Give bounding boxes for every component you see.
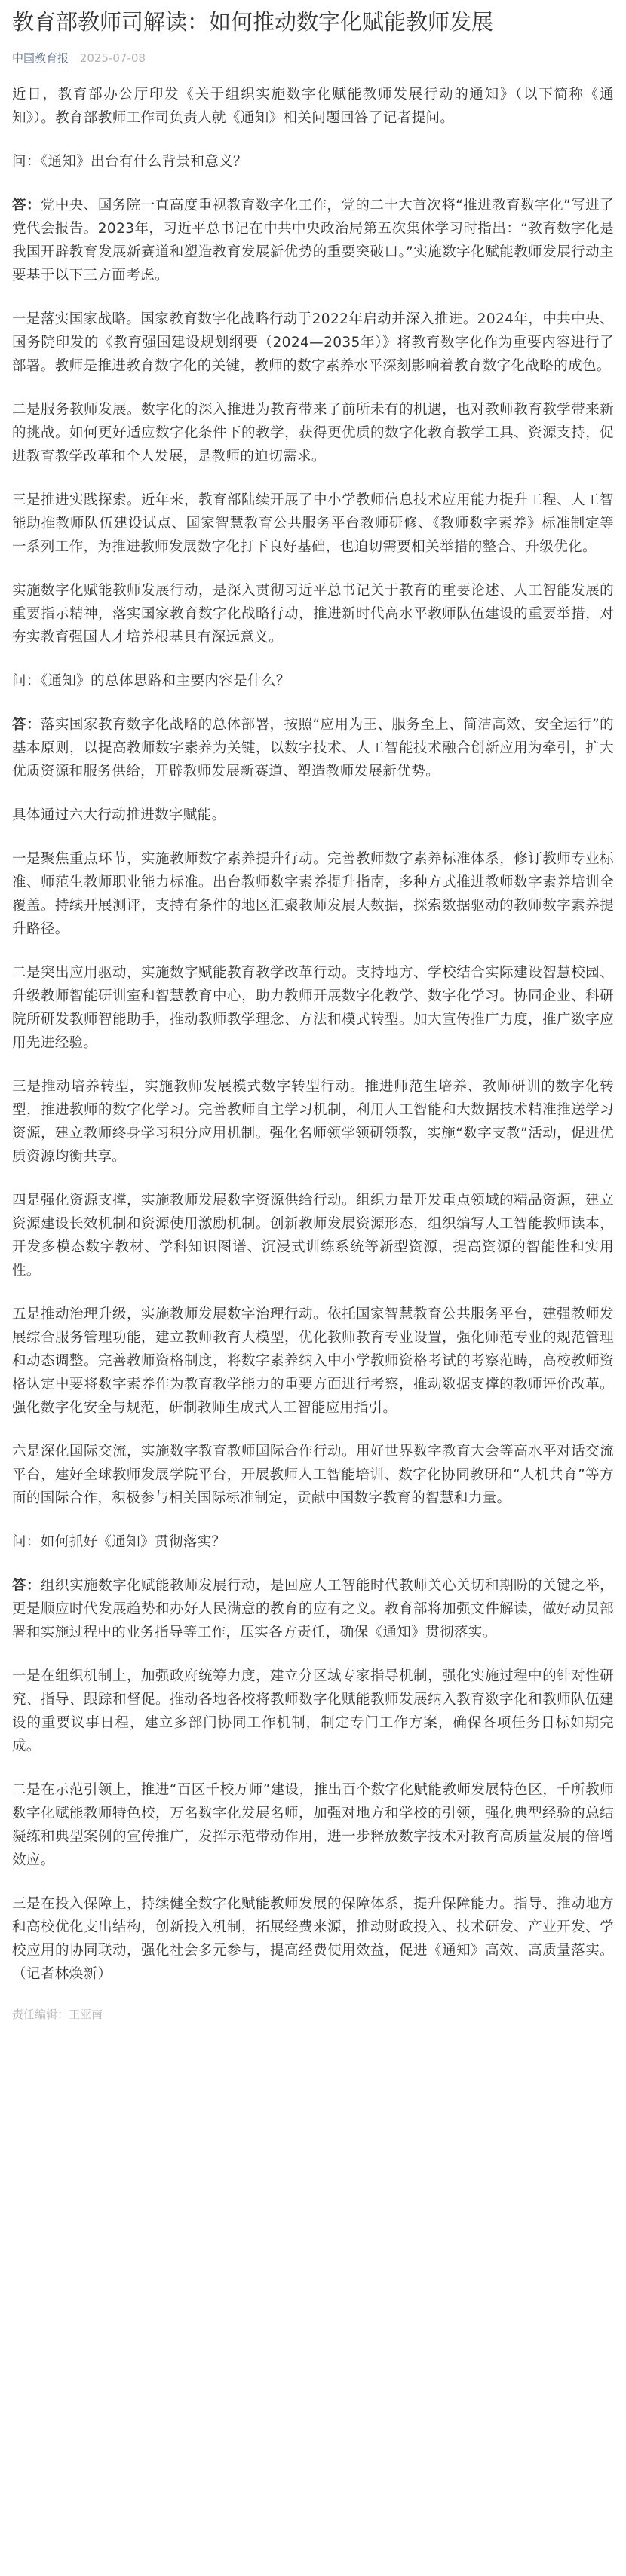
editor-credit: 责任编辑：王亚南	[12, 2008, 103, 2021]
question: 问：《通知》出台有什么背景和意义？	[12, 154, 248, 170]
paragraph: 三是在投入保障上，持续健全数字化赋能教师发展的保障体系，提升保障能力。指导、推动地方和高校优化支出结构，创新投入机制，拓展经费来源，推动财政投入、技术研发、产业开发、学校应用的协同联动，强化社会多元参与，提高经费使用效益，促进《通知》高效、高质量落实。（记者林焕新）	[12, 1896, 614, 1982]
paragraph: 五是推动治理升级，实施教师发展数字治理行动。依托国家智慧教育公共服务平台，建强教师发展综合服务管理功能，建立教师教育大模型，优化教师教育专业设置，强化师范专业的规范管理和动态调整。完善教师资格制度，将数字素养纳入中小学教师资格考试的考察范畴，高校教师资格认定中要将数字素养作为教育教学能力的重要方面进行考察，推动数据支撑的教师评价改革。强化数字化安全与规范，研制教师生成式人工智能应用指引。	[12, 1306, 614, 1416]
article-date: 2025-07-08	[79, 51, 146, 65]
paragraph: 三是推动培养转型，实施教师发展模式数字转型行动。推进师范生培养、教师研训的数字化转型，推进教师的数字化学习。完善教师自主学习机制，利用人工智能和大数据技术精准推送学习资源，建立教师终身学习积分应用机制。强化名师领学领研领教，实施“数字支教”活动，促进优质资源均衡共享。	[12, 1079, 614, 1165]
answer-lead: 答：	[12, 198, 41, 213]
article-title: 教育部教师司解读：如何推动数字化赋能教师发展	[12, 9, 494, 35]
answer-text: 落实国家教育数字化战略的总体部署，按照“应用为王、服务至上、简洁高效、安全运行”的基本原则，以提高教师数字素养为关键，以数字技术、人工智能技术融合创新应用为牵引，扩大优质资源和服务供给，开辟教师发展新赛道、塑造教师发展新优势。	[12, 717, 614, 780]
paragraph: 二是服务教师发展。数字化的深入推进为教育带来了前所未有的机遇，也对教师教育教学带来新的挑战。如何更好适应数字化条件下的教学，获得更优质的数字化教育教学工具、资源支持，促进教育教学改革和个人发展，是教师的迫切需求。	[12, 402, 614, 464]
answer-text: 党中央、国务院一直高度重视教育数字化工作，党的二十大首次将“推进教育数字化”写进了党代会报告。2023年，习近平总书记在中共中央政治局第五次集体学习时指出：“教育数字化是我国开辟教育发展新赛道和塑造教育发展新优势的重要突破口。”实施数字化赋能教师发展行动主要基于以下三方面考虑。	[12, 198, 614, 283]
paragraph: 近日，教育部办公厅印发《关于组织实施数字化赋能教师发展行动的通知》（以下简称《通知》）。教育部教师工作司负责人就《通知》相关问题回答了记者提问。	[12, 87, 614, 126]
answer-lead: 答：	[12, 1578, 41, 1594]
paragraph: 六是深化国际交流，实施数字教育教师国际合作行动。用好世界数字教育大会等高水平对话交流平台，建好全球教师发展学院平台，开展教师人工智能培训、数字化协同教研和“人机共育”等方面的国际合作，积极参与相关国际标准制定，贡献中国数字教育的智慧和力量。	[12, 1444, 614, 1506]
answer-lead: 答：	[12, 717, 41, 733]
paragraph: 一是在组织机制上，加强政府统筹力度，建立分区域专家指导机制，强化实施过程中的针对性研究、指导、跟踪和督促。推动各地各校将教师数字化赋能教师发展纳入教育数字化和教师队伍建设的重要议事日程，建立多部门协同工作机制，制定专门工作方案，确保各项任务目标如期完成。	[12, 1668, 614, 1754]
paragraph: 三是推进实践探索。近年来，教育部陆续开展了中小学教师信息技术应用能力提升工程、人工智能助推教师队伍建设试点、国家智慧教育公共服务平台教师研修、《教师数字素养》标准制定等一系列工作，为推进教师发展数字化打下良好基础，也迫切需要相关举措的整合、升级优化。	[12, 492, 614, 555]
question: 问：《通知》的总体思路和主要内容是什么？	[12, 673, 290, 689]
paragraph: 二是突出应用驱动，实施数字赋能教育教学改革行动。支持地方、学校结合实际建设智慧校园、升级教师智能研训室和智慧教育中心，助力教师开展数字化教学、数字化学习。协同企业、科研院所研发教师智能助手，推动教师教学理念、方法和模式转型。加大宣传推广力度，推广数字应用先进经验。	[12, 965, 614, 1051]
paragraph: 实施数字化赋能教师发展行动，是深入贯彻习近平总书记关于教育的重要论述、人工智能发展的重要指示精神，落实国家教育数字化战略行动，推进新时代高水平教师队伍建设的重要举措，对夯实教育强国人才培养根基具有深远意义。	[12, 583, 614, 645]
answer	[12, 1574, 614, 1644]
answer-text: 组织实施数字化赋能教师发展行动，是回应人工智能时代教师关心关切和期盼的关键之举，更是顺应时代发展趋势和办好人民满意的教育的应有之义。教育部将加强文件解读，做好动员部署和实施过程中的业务指导等工作，压实各方责任，确保《通知》贯彻落实。	[12, 1578, 614, 1640]
paragraph: 具体通过六大行动推进数字赋能。	[12, 807, 226, 823]
question: 问：如何抓好《通知》贯彻落实？	[12, 1534, 226, 1550]
paragraph: 二是在示范引领上，推进“百区千校万师”建设，推出百个数字化赋能教师发展特色区，千所教师数字化赋能教师特色校，万名数字化发展名师，加强对地方和学校的引领，强化典型经验的总结凝练和典型案例的宣传推广，发挥示范带动作用，进一步释放数字技术对教育高质量发展的倍增效应。	[12, 1782, 614, 1868]
article-meta	[12, 50, 614, 66]
paragraph: 四是强化资源支撑，实施教师发展数字资源供给行动。组织力量开发重点领域的精品资源，建立资源建设长效机制和资源使用激励机制。创新教师发展资源形态，组织编写人工智能教师读本，开发多模态数字教材、学科知识图谱、沉浸式训练系统等新型资源，提高资源的智能性和实用性。	[12, 1193, 614, 1279]
paragraph: 一是落实国家战略。国家教育数字化战略行动于2022年启动并深入推进。2024年，中共中央、国务院印发的《教育强国建设规划纲要（2024—2035年）》将教育数字化作为重要内容进行了部署。教师是推进教育数字化的关键，教师的数字素养水平深刻影响着教育数字化战略的成色。	[12, 311, 614, 374]
article-source-link[interactable]: 中国教育报	[12, 51, 69, 65]
answer	[12, 194, 614, 287]
paragraph: 一是聚焦重点环节，实施教师数字素养提升行动。完善教师数字素养标准体系，修订教师专业标准、师范生教师职业能力标准。出台教师数字素养提升指南，多种方式推进教师数字素养培训全覆盖。持续开展测评，支持有条件的地区汇聚教师发展大数据，探索数据驱动的教师数字素养提升路径。	[12, 851, 614, 937]
answer	[12, 713, 614, 783]
article-body	[12, 83, 614, 1986]
